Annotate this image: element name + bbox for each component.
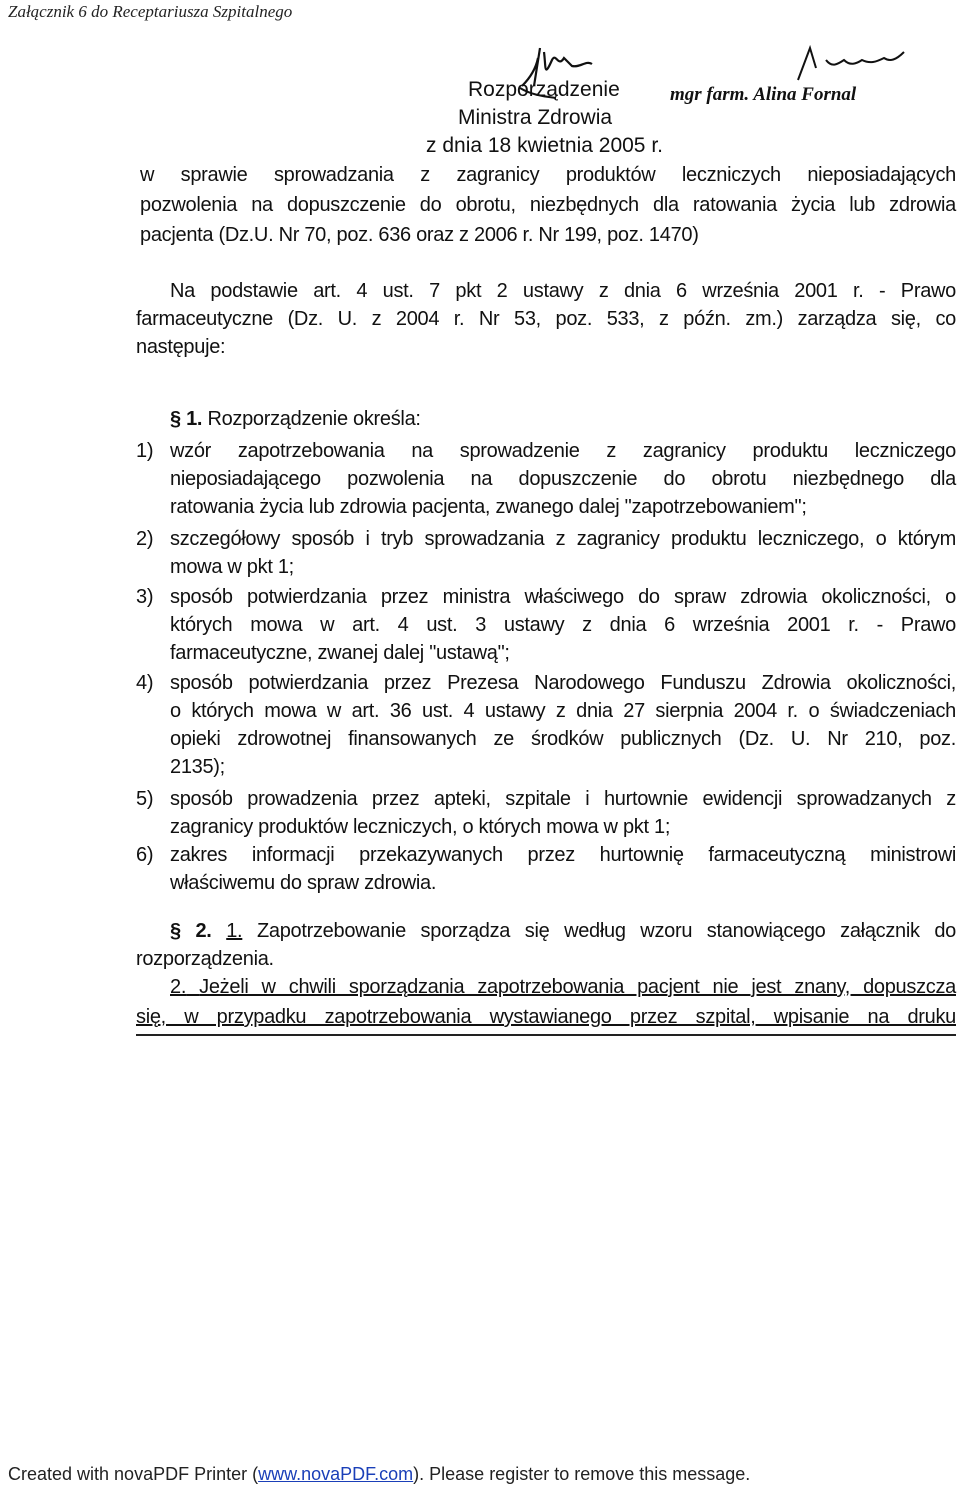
signature-name: mgr farm. Alina Fornal (670, 84, 857, 105)
list-item-line: sposób potwierdzania przez ministra właściwego do spraw zdrowia okoliczności, o (170, 586, 956, 608)
footer-prefix: Created with novaPDF Printer ( (8, 1464, 259, 1484)
footer-suffix: ). Please register to remove this message. (413, 1464, 751, 1484)
list-item-line: właściwemu do spraw zdrowia. (170, 872, 437, 894)
list-item-line: opieki zdrowotnej finansowanych ze środków publicznych (Dz. U. Nr 210, poz. (170, 728, 956, 750)
list-item-line: nieposiadającego pozwolenia na dopuszczenie do obrotu niezbędnego dla (170, 468, 956, 490)
list-item-line: zagranicy produktów leczniczych, o których mowa w pkt 1; (170, 816, 671, 838)
section-2-paragraph-1-line: rozporządzenia. (136, 948, 274, 970)
list-item-line: farmaceutyczne, zwanej dalej "ustawą"; (170, 642, 510, 664)
section-1-mark: § 1. (170, 408, 203, 430)
list-item-line: sposób potwierdzania przez Prezesa Narodowego Funduszu Zdrowia okoliczności, (170, 672, 956, 694)
subject-line: w sprawie sprowadzania z zagranicy produktów leczniczych nieposiadających (140, 164, 956, 186)
section-2-mark: § 2. (170, 920, 212, 942)
section-2-paragraph-1-line (170, 920, 956, 943)
list-item-line: zakres informacji przekazywanych przez hurtownię farmaceutyczną ministrowi (170, 844, 956, 866)
preamble-line: farmaceutyczne (Dz. U. z 2004 r. Nr 53, poz. 533, z późn. zm.) zarządza się, co (136, 308, 956, 330)
list-item-line: których mowa w art. 4 ust. 3 ustawy z dnia 6 września 2001 r. - Prawo (170, 614, 956, 636)
section-2-paragraph-1-number: 1. (226, 920, 243, 942)
list-item-line: ratowania życia lub zdrowia pacjenta, zwanego dalej "zapotrzebowaniem"; (170, 496, 807, 518)
section-2-paragraph-1-text: Zapotrzebowanie sporządza się według wzoru stanowiącego załącznik do (256, 920, 956, 942)
scan-cutoff-line (136, 1034, 956, 1036)
footer-link[interactable]: www.novaPDF.com (258, 1464, 414, 1484)
list-item-line: szczegółowy sposób i tryb sprowadzania z zagranicy produktu leczniczego, o którym (170, 528, 956, 550)
section-2-paragraph-2-line (170, 976, 956, 999)
section-1-heading (170, 408, 421, 431)
subject-line: pacjenta (Dz.U. Nr 70, poz. 636 oraz z 2006 r. Nr 199, poz. 1470) (140, 224, 699, 246)
pdf-printer-footer (8, 1464, 750, 1485)
preamble-line: następuje: (136, 336, 226, 358)
list-item-line: mowa w pkt 1; (170, 556, 294, 578)
list-item-number: 1) (136, 440, 154, 462)
list-item-line: 2135); (170, 756, 225, 778)
list-item-number: 4) (136, 672, 154, 694)
title-line-2: Ministra Zdrowia (458, 106, 613, 129)
list-item-number: 2) (136, 528, 154, 550)
list-item-line: o których mowa w art. 36 ust. 4 ustawy z dnia 27 sierpnia 2004 r. o świadczeniach (170, 700, 956, 722)
list-item-number: 3) (136, 586, 154, 608)
section-2-paragraph-2-number: 2. (170, 976, 187, 998)
preamble-line: Na podstawie art. 4 ust. 7 pkt 2 ustawy z dnia 6 września 2001 r. - Prawo (170, 280, 956, 302)
section-1-heading-text: Rozporządzenie określa: (207, 408, 421, 430)
list-item-line: sposób prowadzenia przez apteki, szpitale i hurtownie ewidencji sprowadzanych z (170, 788, 956, 810)
section-2-paragraph-2-text: Jeżeli w chwili sporządzania zapotrzebowania pacjent nie jest znany, dopuszcza (199, 976, 956, 998)
list-item-number: 6) (136, 844, 154, 866)
attachment-header-note: Załącznik 6 do Receptariusza Szpitalnego (8, 2, 293, 21)
section-2-paragraph-2-line: się, w przypadku zapotrzebowania wystawianego przez szpital, wpisanie na druku (136, 1006, 956, 1028)
subject-line: pozwolenia na dopuszczenie do obrotu, niezbędnych dla ratowania życia lub zdrowia (140, 194, 956, 216)
title-line-1: Rozporządzenie (468, 78, 620, 101)
list-item-number: 5) (136, 788, 154, 810)
title-line-3: z dnia 18 kwietnia 2005 r. (426, 134, 663, 157)
list-item-line: wzór zapotrzebowania na sprowadzenie z zagranicy produktu leczniczego (170, 440, 956, 462)
